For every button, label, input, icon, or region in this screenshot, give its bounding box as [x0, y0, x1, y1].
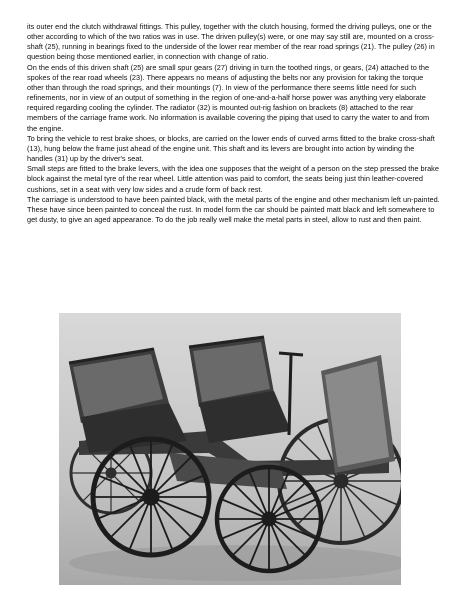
paragraph-brakes: To bring the vehicle to rest brake shoes, or blocks, are carried on the lower ends of curved arms fitted to the brake cross-shaft (13), hung below the frame just ahead of the engine unit. This shaft and its levers are brought into action by winding the handles (31) up by the driver's seat. — [27, 133, 435, 164]
paragraph-steps-and-seats: Small steps are fitted to the brake levers, with the idea one supposes that the weight of a person on the step pressed the brake block against the metal tyre of the rear wheel. Little attention was paid to comfort, the seats being just thin leather-covered cushions, set in a seat with very low sides and a crude form of back rest. — [27, 164, 439, 194]
carriage-photograph — [59, 313, 401, 585]
body-text — [27, 22, 441, 225]
paragraph-clutch-pulleys: its outer end the clutch withdrawal fittings. This pulley, together with the clutch housing, formed the driving pulleys, one or the other according to which of the two ratios was in use. The driven pulley(s) were, or one may say still are, mounted on a cross-shaft (25), running in bearings fixed to the underside of the lower rear member of the rear road springs (21). The pulley (26) in question being those mentioned earlier, in connection with change of ratio. — [27, 22, 435, 62]
paragraph-driven-shaft: On the ends of this driven shaft (25) are small spur gears (27) driving in turn the toothed rings, or gears, (24) attached to the spokes of the rear road wheels (23). There appears no means of adjusting the belts nor any provision for taking the torque other than through the road springs, and their mountings (7). In view of the performance there seems little need for such refinements, nor in view of an output of something in the region of one-and-a-half horse power was anything very elaborate required regarding cooling the cylinder. The radiator (32) is mounted out-rig fashion on brackets (8) attached to the rear members of the carriage frame work. No information is available covering the piping that used to carry the water to and from the engine. — [27, 62, 430, 133]
paragraph-painting: The carriage is understood to have been painted black, with the metal parts of the engine and other mechanism left un-painted. These have since been painted to conceal the rust. In model form the car should be painted matt black and left somewhere to get dusty, to give an aged appearance. To do the job really well make the metal parts in steel, allow to rust and then paint. — [27, 194, 440, 224]
